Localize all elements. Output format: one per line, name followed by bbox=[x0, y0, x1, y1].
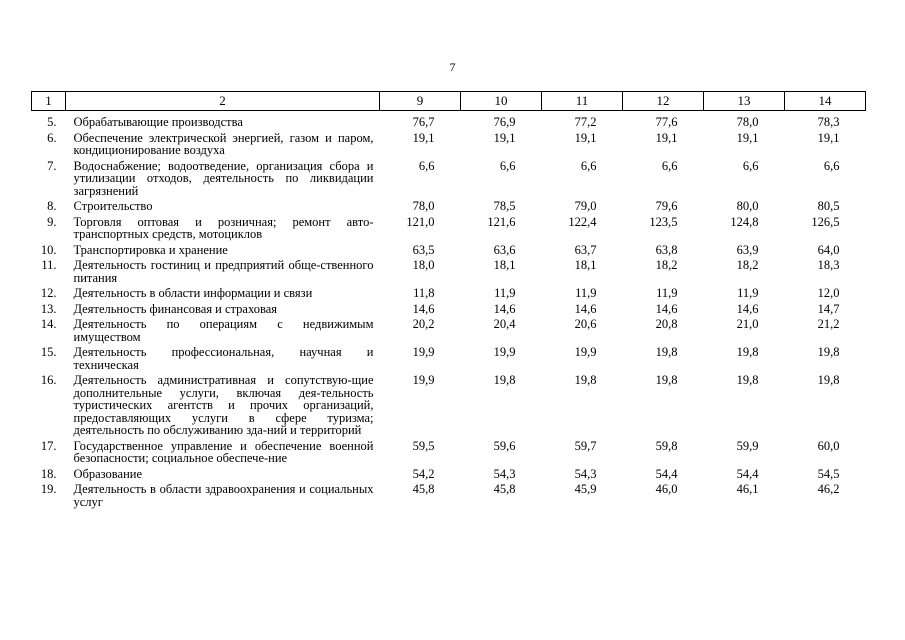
value-cell: 19,8 bbox=[736, 345, 759, 359]
value-cell: 121,6 bbox=[487, 214, 516, 229]
value-cell: 11,9 bbox=[737, 286, 759, 300]
value-cell: 6,6 bbox=[823, 158, 840, 173]
column-header: 2 bbox=[66, 92, 380, 111]
activity-name: Обрабатывающие производства bbox=[73, 115, 243, 129]
value-cell: 54,3 bbox=[493, 466, 516, 481]
value-cell: 14,6 bbox=[412, 301, 435, 316]
row-number: 10. bbox=[40, 242, 57, 257]
row-number: 14. bbox=[40, 317, 57, 331]
table-row bbox=[32, 440, 866, 468]
activity-name: Деятельность гостиниц и предприятий обще-ственного питания bbox=[73, 258, 374, 285]
value-cell: 14,6 bbox=[655, 301, 678, 316]
column-header: 12 bbox=[623, 92, 704, 111]
value-cell: 19,8 bbox=[574, 373, 597, 387]
value-cell: 79,6 bbox=[655, 199, 678, 213]
activity-name: Обеспечение электрической энергией, газом и паром, кондиционирование воздуха bbox=[73, 130, 374, 157]
activity-name: Деятельность финансовая и страховая bbox=[73, 301, 278, 316]
column-header: 11 bbox=[542, 92, 623, 111]
value-cell: 54,4 bbox=[736, 466, 759, 481]
value-cell: 78,3 bbox=[817, 115, 840, 129]
value-cell: 59,5 bbox=[412, 438, 435, 453]
value-cell: 63,8 bbox=[655, 242, 678, 257]
value-cell: 19,9 bbox=[412, 373, 435, 387]
row-number: 15. bbox=[40, 345, 57, 359]
value-cell: 63,6 bbox=[493, 242, 516, 257]
value-cell: 19,8 bbox=[493, 373, 516, 387]
value-cell: 59,9 bbox=[736, 438, 759, 453]
value-cell: 46,0 bbox=[655, 482, 678, 496]
column-header: 13 bbox=[704, 92, 785, 111]
value-cell: 45,8 bbox=[412, 482, 435, 496]
column-header: 14 bbox=[785, 92, 866, 111]
value-cell: 18,1 bbox=[493, 258, 516, 272]
value-cell: 18,3 bbox=[817, 258, 840, 272]
activity-name: Деятельность в области здравоохранения и социальных услуг bbox=[73, 482, 374, 509]
value-cell: 18,0 bbox=[412, 258, 435, 272]
value-cell: 14,6 bbox=[736, 301, 759, 316]
table-row bbox=[32, 259, 866, 287]
value-cell: 78,0 bbox=[736, 115, 759, 129]
activity-name: Образование bbox=[73, 466, 143, 481]
column-header: 10 bbox=[461, 92, 542, 111]
value-cell: 78,0 bbox=[412, 199, 435, 213]
table-row bbox=[32, 244, 866, 260]
row-number: 13. bbox=[40, 301, 57, 316]
row-number: 18. bbox=[40, 466, 57, 481]
row-number: 16. bbox=[40, 373, 57, 387]
value-cell: 19,8 bbox=[655, 373, 678, 387]
table-row bbox=[32, 303, 866, 319]
value-cell: 124,8 bbox=[730, 214, 759, 229]
value-cell: 63,9 bbox=[736, 242, 759, 257]
table-row bbox=[32, 160, 866, 201]
value-cell: 79,0 bbox=[574, 199, 597, 213]
row-number: 7. bbox=[47, 158, 57, 173]
value-cell: 20,8 bbox=[655, 317, 678, 331]
value-cell: 14,6 bbox=[574, 301, 597, 316]
row-number: 5. bbox=[47, 115, 57, 129]
value-cell: 121,0 bbox=[406, 214, 435, 229]
statistics-table bbox=[31, 91, 866, 511]
value-cell: 18,2 bbox=[655, 258, 678, 272]
row-number: 19. bbox=[40, 482, 57, 496]
value-cell: 11,9 bbox=[575, 286, 597, 300]
value-cell: 19,1 bbox=[493, 130, 516, 145]
value-cell: 11,8 bbox=[413, 286, 435, 300]
value-cell: 20,2 bbox=[412, 317, 435, 331]
value-cell: 76,9 bbox=[493, 115, 516, 129]
value-cell: 64,0 bbox=[817, 242, 840, 257]
table-row bbox=[32, 318, 866, 346]
value-cell: 18,2 bbox=[736, 258, 759, 272]
value-cell: 45,8 bbox=[493, 482, 516, 496]
row-number: 17. bbox=[40, 438, 57, 453]
value-cell: 18,1 bbox=[574, 258, 597, 272]
value-cell: 19,1 bbox=[655, 130, 678, 145]
value-cell: 19,9 bbox=[412, 345, 435, 359]
value-cell: 21,0 bbox=[736, 317, 759, 331]
value-cell: 12,0 bbox=[817, 286, 840, 300]
value-cell: 123,5 bbox=[649, 214, 678, 229]
value-cell: 80,5 bbox=[817, 199, 840, 213]
table-row bbox=[32, 216, 866, 244]
value-cell: 19,1 bbox=[817, 130, 840, 145]
value-cell: 14,6 bbox=[493, 301, 516, 316]
value-cell: 19,8 bbox=[736, 373, 759, 387]
row-number: 9. bbox=[47, 214, 57, 229]
table-header-row bbox=[32, 92, 866, 111]
value-cell: 21,2 bbox=[817, 317, 840, 331]
value-cell: 19,1 bbox=[574, 130, 597, 145]
value-cell: 45,9 bbox=[574, 482, 597, 496]
value-cell: 60,0 bbox=[817, 438, 840, 453]
value-cell: 76,7 bbox=[412, 115, 435, 129]
value-cell: 78,5 bbox=[493, 199, 516, 213]
value-cell: 80,0 bbox=[736, 199, 759, 213]
value-cell: 46,2 bbox=[817, 482, 840, 496]
value-cell: 46,1 bbox=[736, 482, 759, 496]
value-cell: 6,6 bbox=[580, 158, 597, 173]
value-cell: 20,4 bbox=[493, 317, 516, 331]
value-cell: 77,6 bbox=[655, 115, 678, 129]
value-cell: 11,9 bbox=[656, 286, 678, 300]
value-cell: 63,7 bbox=[574, 242, 597, 257]
value-cell: 6,6 bbox=[499, 158, 516, 173]
table-row bbox=[32, 200, 866, 216]
value-cell: 19,9 bbox=[574, 345, 597, 359]
activity-name: Строительство bbox=[73, 199, 153, 213]
value-cell: 6,6 bbox=[742, 158, 759, 173]
row-number: 11. bbox=[41, 258, 57, 272]
value-cell: 19,8 bbox=[655, 345, 678, 359]
value-cell: 54,5 bbox=[817, 466, 840, 481]
value-cell: 54,3 bbox=[574, 466, 597, 481]
table-row bbox=[32, 374, 866, 440]
row-number: 6. bbox=[47, 130, 57, 145]
value-cell: 63,5 bbox=[412, 242, 435, 257]
value-cell: 54,4 bbox=[655, 466, 678, 481]
row-number: 8. bbox=[47, 199, 57, 213]
table-row bbox=[32, 287, 866, 303]
value-cell: 77,2 bbox=[574, 115, 597, 129]
activity-name: Торговля оптовая и розничная; ремонт авто-транспортных средств, мотоциклов bbox=[73, 214, 374, 241]
page-number: 7 bbox=[449, 60, 456, 74]
activity-name: Деятельность по операциям с недвижимым имуществом bbox=[73, 317, 374, 344]
activity-name: Деятельность профессиональная, научная и техническая bbox=[73, 345, 374, 372]
value-cell: 11,9 bbox=[494, 286, 516, 300]
table-row bbox=[32, 111, 866, 132]
value-cell: 19,1 bbox=[412, 130, 435, 145]
row-number: 12. bbox=[40, 286, 57, 300]
activity-name: Деятельность административная и сопутствую-щие дополнительные услуги, включая дея-тельность туристических агентств и прочих организаций, предоставляющих услуги в сфере туризма; деятельность по обслуживанию зда-ний и территорий bbox=[73, 373, 374, 437]
value-cell: 14,7 bbox=[817, 301, 840, 316]
value-cell: 6,6 bbox=[418, 158, 435, 173]
activity-name: Транспортировка и хранение bbox=[73, 242, 228, 257]
value-cell: 6,6 bbox=[661, 158, 678, 173]
value-cell: 59,7 bbox=[574, 438, 597, 453]
activity-name: Деятельность в области информации и связи bbox=[73, 286, 313, 300]
value-cell: 20,6 bbox=[574, 317, 597, 331]
value-cell: 122,4 bbox=[568, 214, 597, 229]
value-cell: 19,1 bbox=[736, 130, 759, 145]
value-cell: 19,9 bbox=[493, 345, 516, 359]
value-cell: 19,8 bbox=[817, 345, 840, 359]
value-cell: 59,8 bbox=[655, 438, 678, 453]
table-row bbox=[32, 132, 866, 160]
value-cell: 126,5 bbox=[811, 214, 840, 229]
column-header: 1 bbox=[32, 92, 66, 111]
table-row bbox=[32, 468, 866, 484]
activity-name: Водоснабжение; водоотведение, организация сбора и утилизации отходов, деятельность по ликвидации загрязнений bbox=[73, 158, 374, 198]
value-cell: 19,8 bbox=[817, 373, 840, 387]
value-cell: 59,6 bbox=[493, 438, 516, 453]
value-cell: 54,2 bbox=[412, 466, 435, 481]
table-row bbox=[32, 483, 866, 511]
column-header: 9 bbox=[380, 92, 461, 111]
activity-name: Государственное управление и обеспечение военной безопасности; социальное обеспече-ние bbox=[73, 438, 374, 465]
table-row bbox=[32, 346, 866, 374]
